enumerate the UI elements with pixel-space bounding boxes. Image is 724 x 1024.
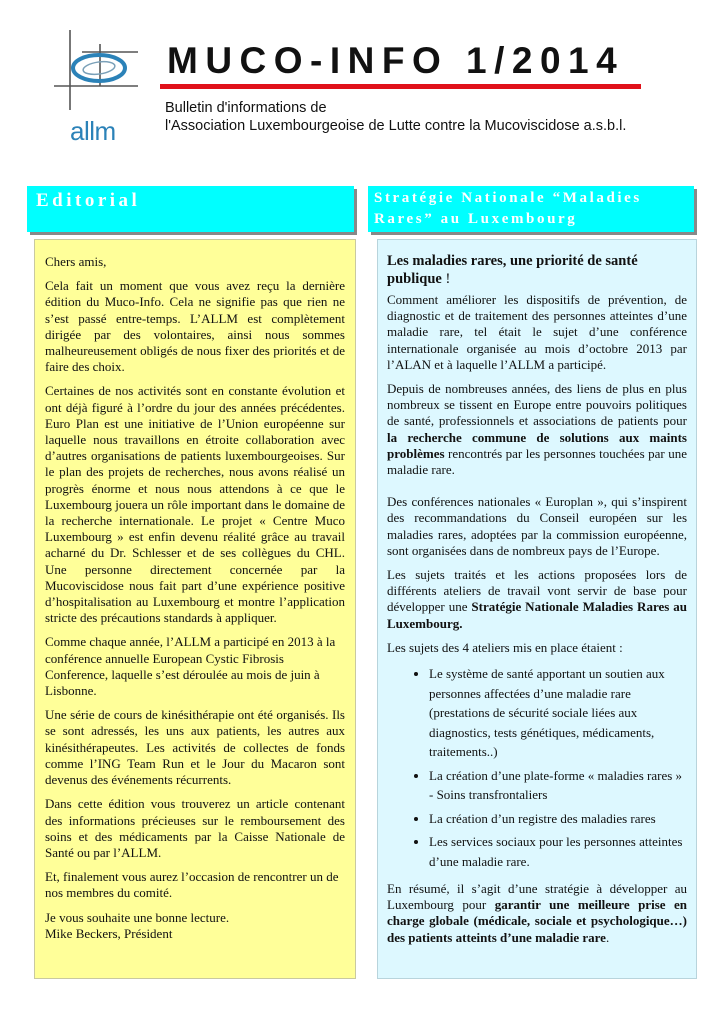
editorial-closing: Je vous souhaite une bonne lecture. [45, 909, 230, 925]
strategie-subheading-tail: ! [441, 271, 451, 287]
editorial-paragraph-6: Et, finalement vous aurez l’occasion de rencontrer un de nos membres du comité. [45, 869, 339, 901]
strategie-paragraph-1: Comment améliorer les dispositifs de prévention, de diagnostic et de traitement des personnes atteintes d’une maladie rare, tel était le sujet d’une conférence internationale organisée au mois d’octobre 2013 par l’ALAN et à laquelle l’ALLM a participé. [387, 292, 687, 372]
strategie-subheading-text: Les maladies rares, une priorité de santé publique [387, 253, 638, 287]
subtitle-line-1: Bulletin d'informations de [165, 100, 327, 116]
newsletter-subtitle [165, 100, 626, 135]
editorial-paragraph-2: Certaines de nos activités sont en constante évolution et ont déjà figuré à l’ordre du jour des années précédentes. Euro Plan est une initiative de l’Union européenne sur laquelle nous travaillons en étroite collaboration avec d’autres organisations de patients luxembourgeoises. Sur le plan des projets de recherches, nous avons réalisé un progrès énorme et nous nous attendons à ce que le Luxembourg jouera un rôle important dans le domaine de la recherche internationale. Le projet « Centre Muco Luxembourg » est enfin devenu réalité grâce au travail acharné du Dr. Schlesser et de ses collègues du CHL. Une personne directement concernée par la Mucoviscidose nous fait part d’une expérience positive d’hospitalisation au Luxembourg et montre l’application stricte des précautions standards à appliquer. [45, 383, 345, 626]
subtitle-line-2: l'Association Luxembourgeoise de Lutte contre la Mucoviscidose a.s.b.l. [165, 117, 627, 134]
workshop-list [387, 664, 687, 871]
list-item: • La création d’un registre des maladies rares [429, 809, 687, 829]
p6-end: . [605, 929, 610, 945]
p2-bold: la recherche commune de solutions aux maints problèmes [387, 429, 687, 461]
allm-logo [54, 30, 138, 146]
strategie-paragraph-4 [387, 567, 687, 632]
newsletter-title: MUCO-INFO 1/2014 [167, 40, 625, 81]
list-item: • Le système de santé apportant un soutien aux personnes affectées d’une maladie rare (prestations de sécurité sociale liées aux diagnostics, tests génétiques, médicaments, traitements..) [429, 664, 687, 762]
strategie-paragraph-6 [387, 881, 687, 946]
list-item: • Les services sociaux pour les personnes atteintes d’une maladie rare. [429, 832, 687, 871]
strategie-box [377, 239, 697, 979]
editorial-box [34, 239, 356, 979]
p4-start: Les sujets traités et les actions proposées lors de différents ateliers de travail vont servir de base pour développer une [387, 567, 687, 615]
strategie-heading-bar [368, 186, 694, 232]
strategie-paragraph-3: Des conférences nationales « Europlan », qui s’inspirent des recommandations du Conseil européen sur les maladies rares, adoptées par la commission européenne, sont organisées dans de nombreux pays de l’Europe. [387, 494, 687, 558]
p2-end: rencontrés par les personnes touchées par une maladie rare. [387, 445, 687, 478]
title-rule [160, 84, 641, 89]
editorial-paragraph-5: Dans cette édition vous trouverez un article contenant des informations précieuses sur le remboursement des soins et des médicaments par la Caisse Nationale de Santé ou par l’ALLM. [45, 796, 345, 860]
strategie-heading: Stratégie Nationale “Maladies Rares” au Luxembourg [374, 190, 642, 227]
editorial-heading: Editorial [36, 190, 141, 211]
editorial-paragraph-3: Comme chaque année, l’ALLM a participé en 2013 à la conférence annuelle European Cystic Fibrosis Conference, laquelle s’est déroulée au mois de juin à Lisbonne. [45, 634, 336, 699]
p6-bold: garantir une meilleure prise en charge globale (médicale, sociale et psychologique…) des patients atteints d’une maladie rare [387, 897, 687, 945]
allm-logo-icon [54, 30, 138, 120]
p2-start: Depuis de nombreuses années, des liens de plus en plus nombreux se tissent en Europe entre pouvoirs politiques de santé, professionnels et associations de patients pour [387, 381, 687, 429]
editorial-greeting: Chers amis, [45, 254, 107, 269]
list-item: • La création d’une plate-forme « maladies rares » - Soins transfrontaliers [429, 766, 687, 805]
p4-bold: Stratégie Nationale Maladies Rares au Luxembourg. [387, 599, 687, 631]
editorial-heading-bar [27, 186, 354, 232]
strategie-subheading [387, 252, 687, 288]
logo-text: allm [70, 116, 116, 146]
editorial-paragraph-4: Une série de cours de kinésithérapie ont été organisés. Ils se sont adressés, les uns aux patients, les autres aux kinésithérapeutes. Les activités de collectes de fonds comme l’ING Team Run et le Jour du Macaron sont devenus des événements récurrents. [45, 707, 345, 788]
editorial-signature: Mike Beckers, Président [45, 925, 173, 941]
editorial-paragraph-1: Cela fait un moment que vous avez reçu la dernière édition du Muco-Info. Cela ne signifie pas que rien ne s’est passé entre-temps. L’ALLM est complètement dirigée par des volontaires, ainsi nous sommes malheureusement obligés de nous fixer des priorités et de faire des choix. [45, 278, 345, 375]
strategie-paragraph-5: Les sujets des 4 ateliers mis en place étaient : [387, 639, 623, 655]
strategie-paragraph-2 [387, 381, 687, 478]
p6-start: En résumé, il s’agit d’une stratégie à développer au Luxembourg pour [387, 881, 687, 913]
